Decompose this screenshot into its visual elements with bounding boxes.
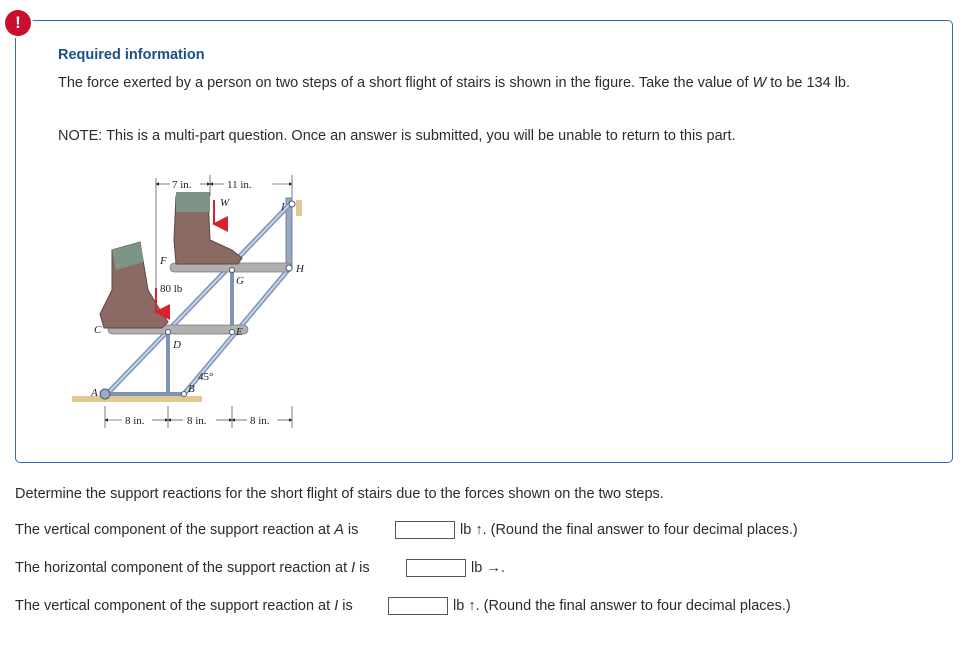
label-d: D (173, 339, 181, 351)
intro-text-2: to be 134 lb. (766, 75, 851, 91)
dim-bottom-3-label: 8 in. (250, 415, 270, 427)
pin-g (230, 268, 235, 273)
dim-11in-label: 11 in. (227, 179, 252, 191)
answer-vertical-a-input[interactable] (395, 521, 455, 539)
pin-e (230, 330, 235, 335)
pin-i (289, 201, 295, 207)
alert-icon: ! (5, 10, 31, 36)
multi-part-note: NOTE: This is a multi-part question. Once an answer is submitted, you will be unable to return to this part. (58, 128, 736, 144)
question-1-unit: lb ↑. (Round the final answer to four decimal places.) (460, 522, 798, 538)
question-3-is: is (338, 598, 353, 614)
dim-bottom-2-label: 8 in. (187, 415, 207, 427)
label-g: G (236, 275, 244, 287)
intro-var-w: W (752, 75, 767, 91)
answer-horizontal-i-input[interactable] (406, 559, 466, 577)
answer-vertical-i-input[interactable] (388, 597, 448, 615)
question-3-text (15, 598, 353, 614)
label-e: E (236, 326, 243, 338)
pin-b (182, 392, 187, 397)
label-80lb: 80 lb (160, 283, 183, 295)
pin-a (100, 389, 110, 399)
wall-support-i (296, 200, 302, 216)
label-i: I (281, 201, 285, 213)
question-3-var: I (334, 598, 339, 614)
intro-text-1: The force exerted by a person on two steps of a short flight of stairs is shown in the figure. Take the value of (58, 75, 753, 91)
question-2-text (15, 560, 370, 576)
required-information-title: Required information (58, 47, 205, 63)
pin-h (286, 265, 292, 271)
problem-statement (58, 74, 918, 93)
label-b: B (188, 383, 195, 395)
upper-boot-sock (176, 192, 210, 212)
question-2-is: is (355, 560, 370, 576)
question-2-unit: lb →. (471, 560, 505, 576)
pin-d (166, 330, 171, 335)
question-1-is: is (343, 522, 359, 538)
label-w: W (220, 197, 230, 209)
question-1-var: A (334, 522, 344, 538)
label-c: C (94, 324, 102, 336)
question-1-text (15, 522, 358, 538)
stairs-diagram (60, 170, 330, 440)
question-1-label: The vertical component of the support reaction at (15, 522, 335, 538)
question-2-label: The horizontal component of the support reaction at (15, 560, 352, 576)
question-intro: Determine the support reactions for the short flight of stairs due to the forces shown on the two steps. (15, 486, 664, 502)
dim-bottom-1-label: 8 in. (125, 415, 145, 427)
stairs-figure (60, 170, 330, 455)
label-a: A (91, 387, 98, 399)
question-2-var: I (351, 560, 356, 576)
question-3-label: The vertical component of the support reaction at (15, 598, 335, 614)
label-h: H (296, 263, 304, 275)
label-f: F (160, 255, 167, 267)
dim-7in-label: 7 in. (172, 179, 192, 191)
question-3-unit: lb ↑. (Round the final answer to four decimal places.) (453, 598, 791, 614)
label-45deg: 45° (198, 371, 214, 383)
